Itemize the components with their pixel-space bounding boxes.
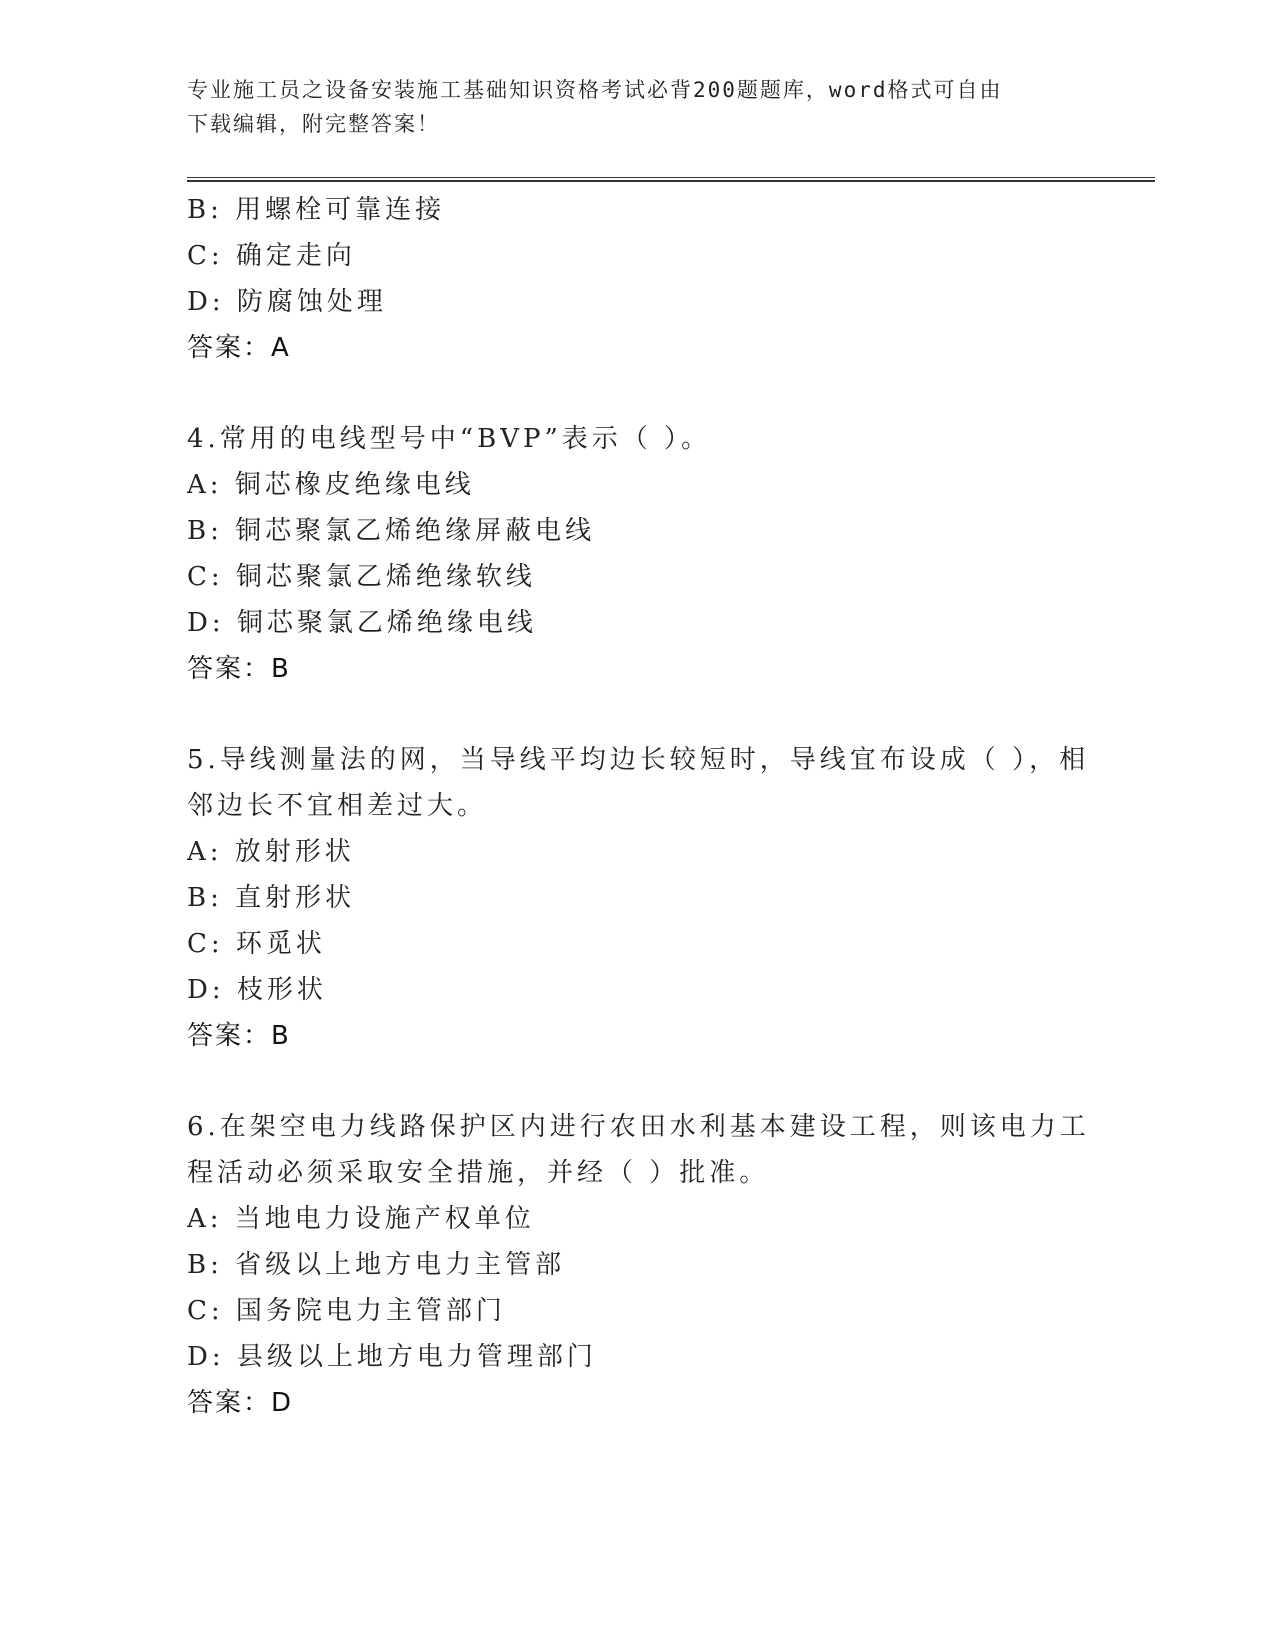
question-6-option-b: B: 省级以上地方电力主管部 — [187, 1250, 566, 1280]
question-6-option-c: C: 国务院电力主管部门 — [187, 1296, 506, 1326]
question-content — [187, 187, 1090, 1426]
spacer — [187, 692, 1087, 737]
question-5-option-b: B: 直射形状 — [187, 883, 356, 913]
question-5-answer: 答案：B — [187, 1021, 291, 1051]
question-6-stem-line-2: 程活动必须采取安全措施，并经（ ）批准。 — [187, 1158, 770, 1188]
header-rule-thick — [187, 180, 1155, 182]
header-line-2: 下载编辑，附完整答案！ — [187, 112, 440, 136]
question-3-tail — [187, 187, 1087, 371]
question-4-option-a: A: 铜芯橡皮绝缘电线 — [187, 470, 475, 500]
header-line-1: 专业施工员之设备安装施工基础知识资格考试必背200题题库，word格式可自由 — [187, 78, 1003, 102]
page-header — [187, 73, 1077, 141]
question-4-option-c: C: 铜芯聚氯乙烯绝缘软线 — [187, 562, 536, 592]
question-3-option-c: C: 确定走向 — [187, 241, 356, 271]
question-4-option-d: D: 铜芯聚氯乙烯绝缘电线 — [187, 608, 537, 638]
question-5-stem-line-1: 5.导线测量法的网，当导线平均边长较短时，导线宜布设成（ ），相 — [187, 745, 1090, 775]
question-5 — [187, 737, 1090, 1059]
header-rule-thin — [187, 177, 1155, 178]
spacer — [187, 371, 1087, 416]
question-4-stem: 4.常用的电线型号中“BVP”表示（ ）。 — [187, 424, 712, 454]
question-6-option-a: A: 当地电力设施产权单位 — [187, 1204, 535, 1234]
spacer — [187, 1059, 1087, 1104]
question-5-option-c: C: 环觅状 — [187, 929, 326, 959]
question-6-option-d: D: 县级以上地方电力管理部门 — [187, 1342, 597, 1372]
question-5-option-a: A: 放射形状 — [187, 837, 355, 867]
question-3-option-b: B: 用螺栓可靠连接 — [187, 195, 446, 225]
question-6-stem-line-1: 6.在架空电力线路保护区内进行农田水利基本建设工程，则该电力工 — [187, 1112, 1090, 1142]
question-6-answer: 答案：D — [187, 1388, 294, 1418]
question-3-answer: 答案：A — [187, 333, 291, 363]
question-3-option-d: D: 防腐蚀处理 — [187, 287, 387, 317]
question-6 — [187, 1104, 1090, 1426]
question-4-answer: 答案：B — [187, 654, 291, 684]
question-5-stem-line-2: 邻边长不宜相差过大。 — [187, 791, 488, 821]
question-5-option-d: D: 枝形状 — [187, 975, 327, 1005]
question-4 — [187, 416, 1087, 692]
question-4-option-b: B: 铜芯聚氯乙烯绝缘屏蔽电线 — [187, 516, 596, 546]
